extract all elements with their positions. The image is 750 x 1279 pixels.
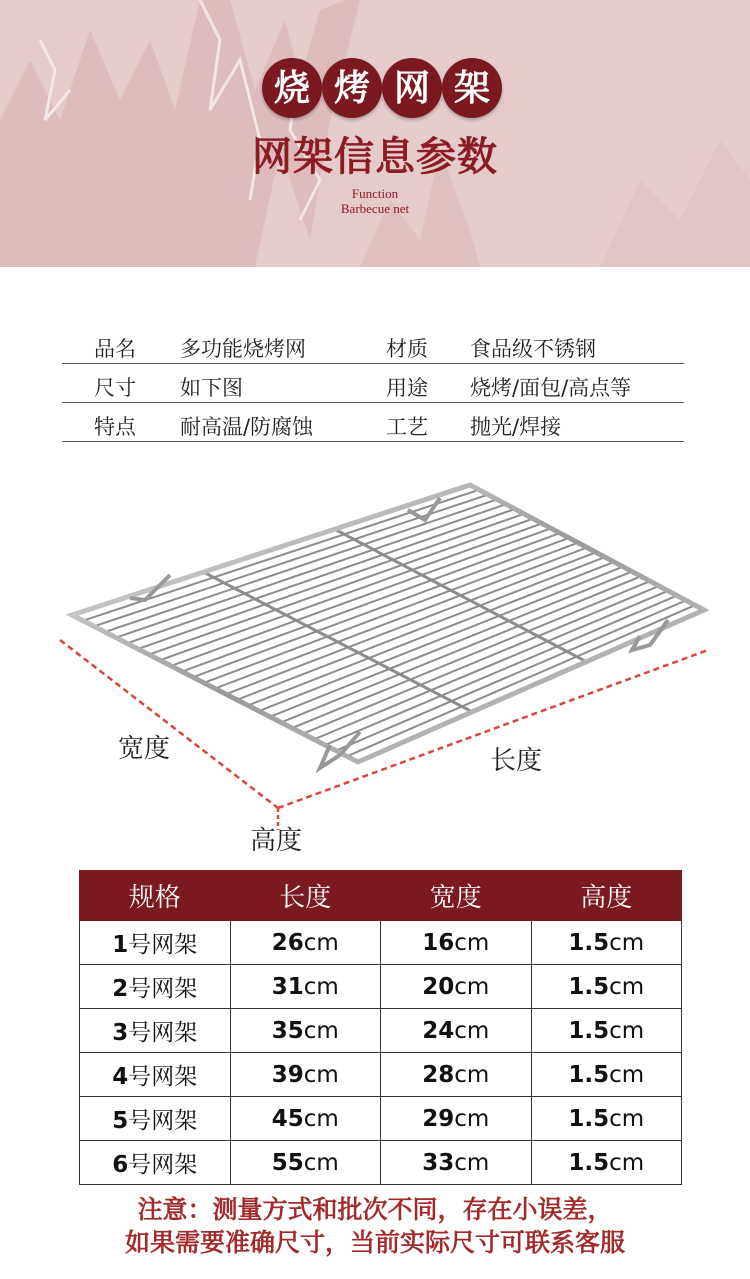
- height-cell: [531, 1009, 682, 1053]
- unit: cm: [609, 1061, 645, 1088]
- info-value: 如下图: [180, 376, 243, 400]
- length-label: 长度: [490, 746, 543, 776]
- unit: cm: [454, 929, 490, 956]
- header-length: 长度: [230, 871, 381, 921]
- unit: cm: [303, 1149, 339, 1176]
- size-table-header-row: [80, 871, 682, 921]
- spec-cell: [80, 965, 231, 1009]
- english-caption-line-2: Barbecue net: [340, 201, 410, 216]
- height-cell: [531, 965, 682, 1009]
- info-value: 耐高温/防腐蚀: [180, 415, 314, 439]
- unit: cm: [454, 1061, 490, 1088]
- height-cell: [531, 1141, 682, 1185]
- table-row: [80, 1097, 682, 1141]
- info-key: 用途: [386, 376, 428, 400]
- length-cell: [230, 1141, 381, 1185]
- width-cell: [381, 1141, 532, 1185]
- width-value: 29: [422, 1105, 455, 1132]
- info-key: 材质: [386, 337, 428, 361]
- spec-number: 1: [112, 932, 129, 958]
- width-value: 16: [422, 929, 455, 956]
- length-cell: [230, 965, 381, 1009]
- height-cell: [531, 921, 682, 965]
- unit: cm: [303, 929, 339, 956]
- section-subtitle: 网架信息参数: [252, 134, 498, 180]
- table-row: [80, 1053, 682, 1097]
- spec-suffix: 号网架: [128, 1020, 198, 1046]
- table-row: [80, 1141, 682, 1185]
- spec-number: 3: [112, 1020, 129, 1046]
- height-label: 高度: [250, 826, 303, 856]
- length-value: 31: [271, 973, 304, 1000]
- spec-number: 6: [112, 1152, 129, 1178]
- unit: cm: [454, 973, 490, 1000]
- unit: cm: [454, 1149, 490, 1176]
- unit: cm: [609, 1017, 645, 1044]
- width-cell: [381, 1053, 532, 1097]
- width-cell: [381, 965, 532, 1009]
- width-label: 宽度: [118, 734, 171, 764]
- spec-cell: [80, 1009, 231, 1053]
- height-value: 1.5: [568, 1017, 610, 1044]
- spec-suffix: 号网架: [128, 1108, 198, 1134]
- note-line-1: 注意：测量方式和批次不同，存在小误差，: [137, 1195, 613, 1224]
- table-row: [80, 921, 682, 965]
- length-value: 45: [271, 1105, 304, 1132]
- rack-wires: [83, 490, 695, 757]
- size-table: [79, 870, 682, 1185]
- width-value: 28: [422, 1061, 455, 1088]
- info-row: [62, 364, 684, 403]
- length-cell: [230, 1053, 381, 1097]
- unit: cm: [454, 1017, 490, 1044]
- table-row: [80, 965, 682, 1009]
- product-info-table: [62, 325, 684, 442]
- rack-dimension-diagram: [0, 470, 750, 840]
- length-value: 55: [271, 1149, 304, 1176]
- unit: cm: [609, 1149, 645, 1176]
- unit: cm: [454, 1105, 490, 1132]
- length-value: 39: [271, 1061, 304, 1088]
- length-cell: [230, 1097, 381, 1141]
- spec-suffix: 号网架: [128, 976, 198, 1002]
- spec-number: 2: [112, 976, 129, 1002]
- info-value: 抛光/焊接: [470, 415, 562, 439]
- title-char-3: 网: [382, 58, 442, 118]
- spec-cell: [80, 1097, 231, 1141]
- width-cell: [381, 1009, 532, 1053]
- length-value: 35: [271, 1017, 304, 1044]
- info-value: 食品级不锈钢: [470, 337, 596, 361]
- spec-suffix: 号网架: [128, 1064, 198, 1090]
- info-value: 多功能烧烤网: [180, 337, 306, 361]
- height-value: 1.5: [568, 1105, 610, 1132]
- width-cell: [381, 921, 532, 965]
- info-key: 工艺: [386, 415, 428, 439]
- english-caption-line-1: Function: [351, 186, 399, 201]
- height-cell: [531, 1097, 682, 1141]
- width-value: 33: [422, 1149, 455, 1176]
- unit: cm: [609, 973, 645, 1000]
- spec-number: 5: [112, 1108, 129, 1134]
- info-key: 品名: [94, 337, 136, 361]
- unit: cm: [609, 1105, 645, 1132]
- height-value: 1.5: [568, 973, 610, 1000]
- info-value: 烧烤/面包/高点等: [470, 376, 632, 400]
- spec-suffix: 号网架: [128, 1152, 198, 1178]
- header-spec: 规格: [80, 871, 231, 921]
- spec-cell: [80, 1053, 231, 1097]
- header-width: 宽度: [381, 871, 532, 921]
- title-char-4: 架: [442, 58, 502, 118]
- height-cell: [531, 1053, 682, 1097]
- width-value: 24: [422, 1017, 455, 1044]
- unit: cm: [303, 1017, 339, 1044]
- unit: cm: [303, 1061, 339, 1088]
- length-cell: [230, 1009, 381, 1053]
- unit: cm: [303, 1105, 339, 1132]
- title-char-1: 烧: [262, 58, 322, 118]
- title-pills: [0, 58, 750, 122]
- spec-cell: [80, 1141, 231, 1185]
- spec-cell: [80, 921, 231, 965]
- note-line-2: 如果需要准确尺寸，当前实际尺寸可联系客服: [124, 1228, 625, 1257]
- spec-suffix: 号网架: [128, 932, 198, 958]
- width-value: 20: [422, 973, 455, 1000]
- height-value: 1.5: [568, 929, 610, 956]
- height-value: 1.5: [568, 1061, 610, 1088]
- unit: cm: [303, 973, 339, 1000]
- info-row: [62, 403, 684, 442]
- info-key: 尺寸: [94, 376, 136, 400]
- height-value: 1.5: [568, 1149, 610, 1176]
- title-char-2: 烤: [322, 58, 382, 118]
- info-key: 特点: [94, 415, 136, 439]
- info-row: [62, 325, 684, 364]
- spec-number: 4: [112, 1064, 129, 1090]
- length-value: 26: [271, 929, 304, 956]
- header-banner: [0, 0, 750, 267]
- table-row: [80, 1009, 682, 1053]
- length-cell: [230, 921, 381, 965]
- width-cell: [381, 1097, 532, 1141]
- header-height: 高度: [531, 871, 682, 921]
- unit: cm: [609, 929, 645, 956]
